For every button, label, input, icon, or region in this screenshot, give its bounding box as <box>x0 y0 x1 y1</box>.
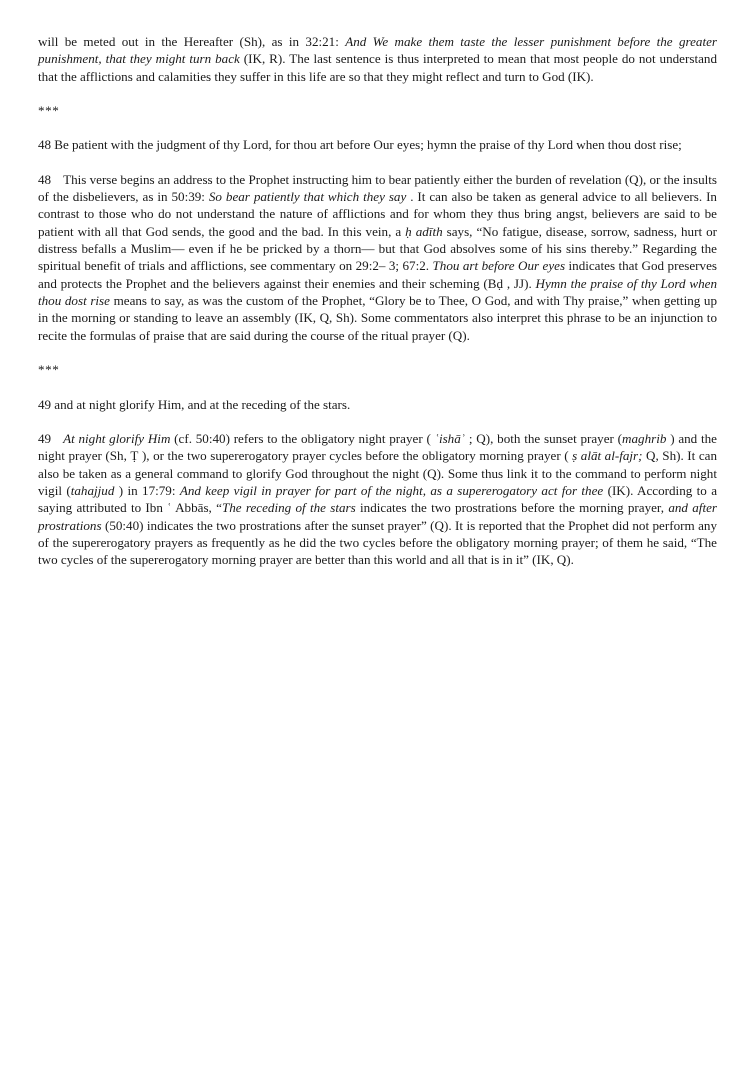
commentary-49-quote6: And keep vigil in prayer for part of the night, as a supererogatory act for thee <box>179 482 604 498</box>
verse-49 <box>38 396 717 413</box>
commentary-48-quote3: Thou art before Our eyes <box>432 258 566 274</box>
commentary-49-s1: (cf. 50:40) refers to the obligatory night prayer ( <box>170 430 435 446</box>
page-content <box>38 33 717 1066</box>
commentary-49-term-salat-al-fajr: ṣ alāt al-fajr; <box>572 448 643 464</box>
verse-48 <box>38 136 717 153</box>
commentary-49-s5: ) in 17:79: <box>114 482 180 498</box>
commentary-49-term-maghrib: maghrib <box>622 430 667 446</box>
section-separator-2: *** <box>38 362 60 378</box>
commentary-49 <box>38 430 717 569</box>
intro-paragraph <box>38 33 717 85</box>
commentary-49-s4: Q, Sh). It can also be taken as a general command to glorify God throughout the night (Q). Some thus link it to the command to perform night vigil ( <box>38 448 717 498</box>
commentary-49-s3: ) and the night prayer (Sh, Ṭ ), or the two supererogatory prayer cycles before the obligatory morning prayer ( <box>38 430 717 464</box>
commentary-48-s1: This verse begins an address to the Prophet instructing him to bear patiently either the burden of revelation (Q), or the insults of the disbelievers, as in 50:39: <box>38 171 717 205</box>
intro-text-part1: will be meted out in the Hereafter (Sh), as in 32:21: <box>38 34 346 49</box>
verse-49-number: 49 <box>38 396 52 412</box>
commentary-49-s6: (IK). According to a saying attributed to Ibn ʿ Abbās, “ <box>38 482 718 516</box>
commentary-49-quote1: At night glorify Him <box>63 430 171 446</box>
commentary-49-quote8: and after prostrations <box>38 500 717 533</box>
commentary-49-s8: (50:40) indicates the two prostrations after the sunset prayer” (Q). It is reported that the Prophet did not perform any of the supererogatory prayers as frequently as he did the two cycles before the obligatory morning prayer; of them he said, “The two cycles of the supererogatory morning prayer are better than this world and all that is in it” (IK, Q). <box>38 517 717 568</box>
commentary-48-number: 48 <box>38 171 52 187</box>
commentary-48-quote1: So bear patiently that which they say <box>208 189 407 205</box>
verse-48-number: 48 <box>38 137 52 153</box>
commentary-48 <box>38 171 717 344</box>
page-blank-area <box>38 586 717 1066</box>
verse-49-text: and at night glorify Him, and at the receding of the stars. <box>54 396 351 412</box>
commentary-49-quote7: The receding of the stars <box>221 500 356 516</box>
commentary-48-quote4: Hymn the praise of thy Lord when thou dost rise <box>38 275 717 309</box>
commentary-48-s2: . It can also be taken as general advice to all believers. In contrast to those who do not understand the nature of afflictions and for whom they thus bring angst, believers are said to be patient with all that God sends, the good and the bad. In this vein, a <box>38 189 717 239</box>
commentary-49-s7: indicates the two prostrations before the morning prayer, <box>355 500 669 516</box>
commentary-48-s4: indicates that God preserves and protects the Prophet and the believers against their enemies and their scheming (Bḍ , JJ). <box>38 258 717 291</box>
commentary-49-number: 49 <box>38 430 52 446</box>
commentary-49-s2: ; Q), both the sunset prayer ( <box>465 430 623 446</box>
commentary-49-term-tahajjud: tahajjud <box>70 482 115 498</box>
commentary-48-s5: means to say, as was the custom of the Prophet, “Glory be to Thee, O God, and with Thy praise,” when getting up in the morning or standing to leave an assembly (IK, Q, Sh). Some commentators also interpret this phrase to be an injunction to recite the formulas of praise that are said during the course of the ritual prayer (Q). <box>38 293 717 343</box>
verse-48-text: Be patient with the judgment of thy Lord, for thou art before Our eyes; hymn the praise of thy Lord when thou dost rise; <box>54 137 682 153</box>
commentary-48-s3: says, “No fatigue, disease, sorrow, sadness, hurt or distress befalls a Muslim— even if he be pricked by a thorn— but that God absolves some of his sins thereby.” Regarding the spiritual benefit of trials and afflictions, see commentary on 29:2– 3; 67:2. <box>38 223 717 274</box>
commentary-49-term-isha: ʿishāʾ <box>434 430 466 446</box>
intro-quran-quote: And We make them taste the lesser punishment before the greater punishment, that they might turn back <box>38 34 718 67</box>
intro-text-part2: (IK, R). The last sentence is thus interpreted to mean that most people do not understand that the afflictions and calamities they suffer in this life are so that they might reflect and turn to God (IK). <box>38 51 717 84</box>
section-separator-1: *** <box>38 103 60 119</box>
commentary-48-term-hadith: ḥ adīth <box>405 223 443 239</box>
